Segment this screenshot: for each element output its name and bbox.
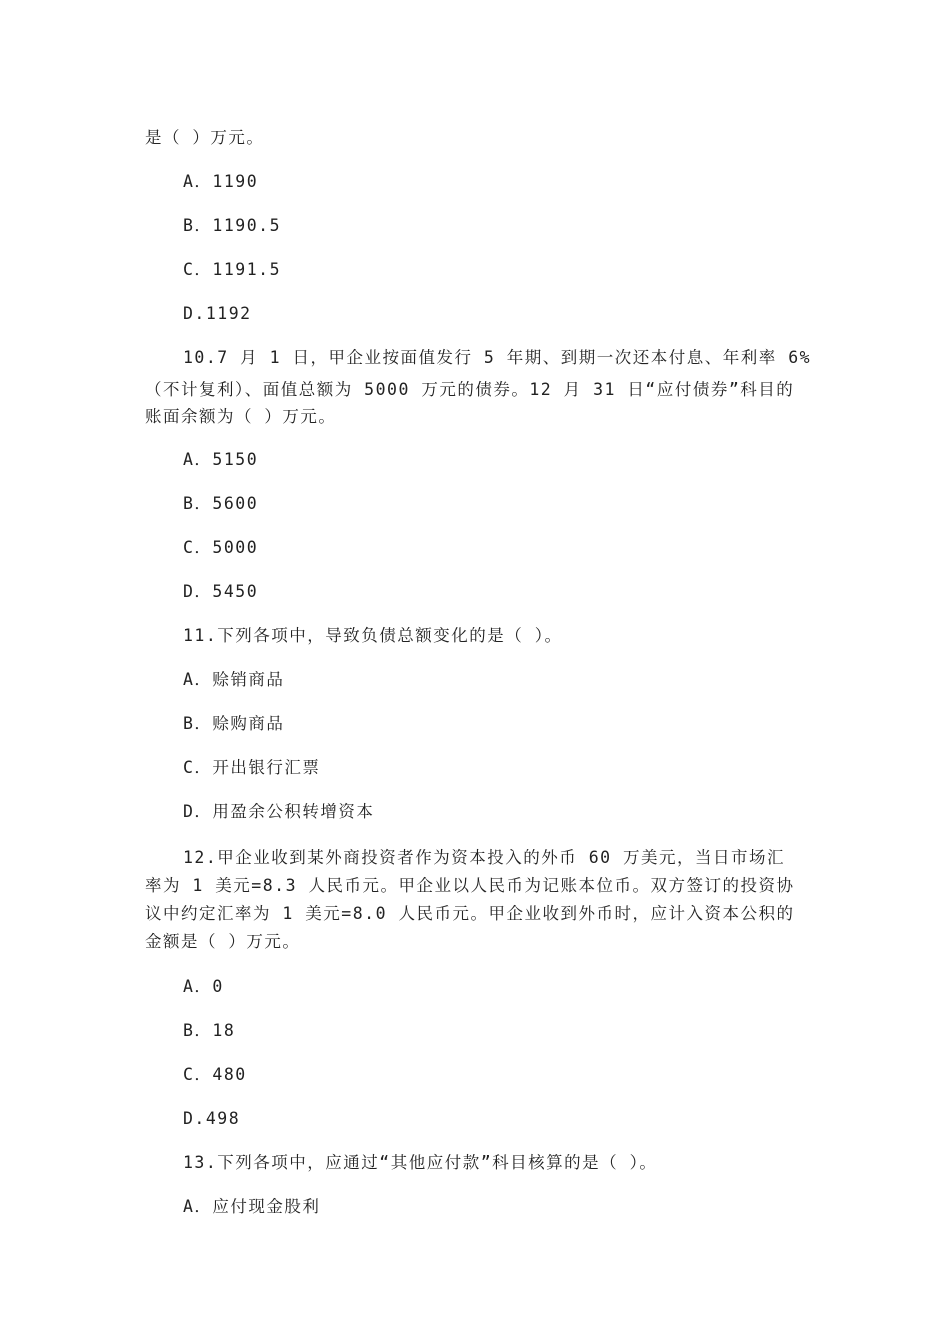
q9-stem-tail: 是（ ）万元。: [145, 128, 265, 147]
q13-stem: 13.下列各项中，应通过“其他应付款”科目核算的是（ ）。: [183, 1153, 658, 1172]
q12-stem-line-3: 议中约定汇率为 1 美元=8.0 人民币元。甲企业收到外币时，应计入资本公积的: [145, 904, 795, 923]
q10-stem-line-3: 账面余额为（ ）万元。: [145, 407, 337, 426]
q9-option-c: C．1191.5: [183, 260, 282, 279]
q11-option-d: D．用盈余公积转增资本: [183, 802, 375, 821]
q12-option-b: B．18: [183, 1021, 236, 1040]
q10-option-a: A．5150: [183, 450, 259, 469]
q10-option-d: D．5450: [183, 582, 259, 601]
q11-option-b: B．赊购商品: [183, 714, 285, 733]
q12-option-c: C．480: [183, 1065, 247, 1084]
q10-option-c: C．5000: [183, 538, 259, 557]
q9-option-b: B．1190.5: [183, 216, 282, 235]
q12-stem-line-4: 金额是（ ）万元。: [145, 932, 301, 951]
q9-option-d: D.1192: [183, 304, 252, 323]
q12-stem-line-1: 12.甲企业收到某外商投资者作为资本投入的外币 60 万美元，当日市场汇: [183, 848, 786, 867]
q10-stem-line-2: （不计复利）、面值总额为 5000 万元的债券。12 月 31 日“应付债券”科目的: [145, 380, 795, 399]
q10-stem-line-1: 10.7 月 1 日，甲企业按面值发行 5 年期、到期一次还本付息、年利率 6%: [183, 348, 812, 367]
q12-stem-line-2: 率为 1 美元=8.3 人民币元。甲企业以人民币为记账本位币。双方签订的投资协: [145, 876, 795, 895]
q12-option-d: D.498: [183, 1109, 241, 1128]
q9-option-a: A．1190: [183, 172, 259, 191]
q13-option-a: A．应付现金股利: [183, 1197, 321, 1216]
q10-option-b: B．5600: [183, 494, 259, 513]
q12-option-a: A．0: [183, 977, 224, 996]
q11-option-a: A．赊销商品: [183, 670, 285, 689]
q11-option-c: C．开出银行汇票: [183, 758, 321, 777]
q11-stem: 11.下列各项中，导致负债总额变化的是（ ）。: [183, 626, 563, 645]
